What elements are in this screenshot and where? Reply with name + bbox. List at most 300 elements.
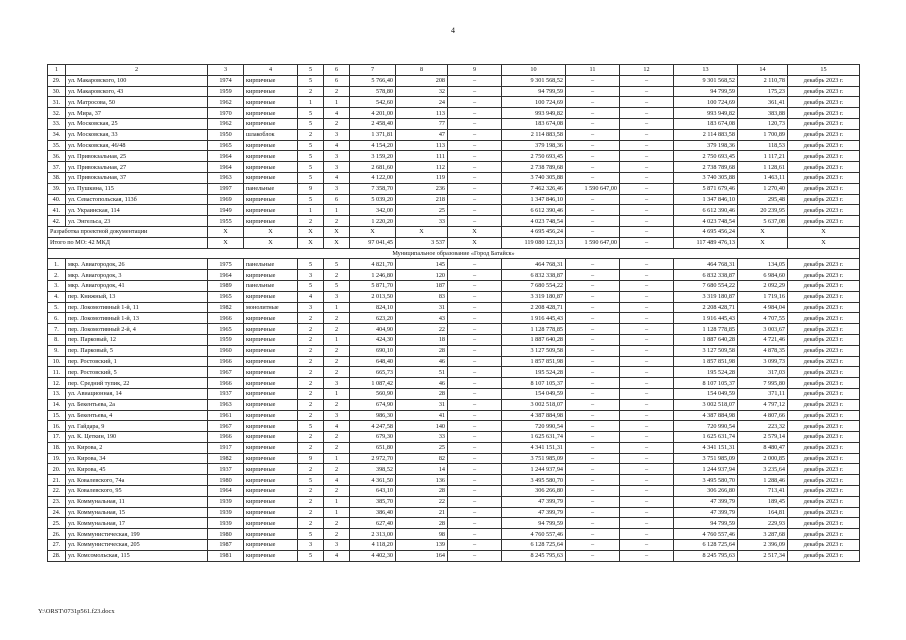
table-cell: 4 023 748,54	[502, 216, 566, 227]
column-number-header: 15	[788, 65, 860, 76]
table-cell: 2	[298, 486, 324, 497]
table-cell: –	[566, 194, 620, 205]
table-cell: 42.	[48, 216, 66, 227]
table-cell: 1 719,16	[738, 291, 788, 302]
table-row	[48, 194, 860, 205]
table-cell: –	[566, 367, 620, 378]
table-cell: 578,80	[350, 86, 396, 97]
table-cell: ул. Привокзальная, 37	[66, 172, 208, 183]
table-cell: –	[620, 118, 674, 129]
table-row	[48, 183, 860, 194]
table-cell: 3	[324, 378, 350, 389]
table-cell: –	[566, 486, 620, 497]
table-cell: декабрь 2023 г.	[788, 291, 860, 302]
table-cell: декабрь 2023 г.	[788, 529, 860, 540]
table-cell: 3 159,20	[350, 151, 396, 162]
table-cell: кирпичные	[244, 518, 298, 529]
table-cell: –	[448, 507, 502, 518]
table-cell: 542,60	[350, 97, 396, 108]
table-cell: –	[448, 216, 502, 227]
table-cell: панельные	[244, 280, 298, 291]
table-cell: 4 387 884,98	[674, 410, 738, 421]
table-cell: 38.	[48, 172, 66, 183]
table-cell: 2	[324, 399, 350, 410]
table-cell: 3 751 985,09	[674, 453, 738, 464]
table-cell: 9 301 568,52	[502, 75, 566, 86]
table-cell: 1980	[208, 475, 244, 486]
table-cell: декабрь 2023 г.	[788, 356, 860, 367]
table-cell: –	[620, 216, 674, 227]
table-cell: декабрь 2023 г.	[788, 270, 860, 281]
table-cell: 5	[324, 280, 350, 291]
table-cell: 120	[396, 270, 448, 281]
table-cell: –	[620, 172, 674, 183]
table-cell: 1964	[208, 486, 244, 497]
table-cell: 5	[298, 108, 324, 119]
table-cell: декабрь 2023 г.	[788, 302, 860, 313]
table-cell: 7.	[48, 324, 66, 335]
table-cell: 2	[324, 518, 350, 529]
table-cell: 1 700,89	[738, 129, 788, 140]
table-cell: 2	[298, 345, 324, 356]
table-cell: 5 637,08	[738, 216, 788, 227]
table-cell: 94 799,59	[674, 86, 738, 97]
table-cell: 2	[298, 442, 324, 453]
table-cell: 1982	[208, 453, 244, 464]
table-cell: 2 738 789,68	[502, 162, 566, 173]
table-cell: 140	[396, 421, 448, 432]
table-row	[48, 410, 860, 421]
table-cell: –	[448, 367, 502, 378]
table-cell: декабрь 2023 г.	[788, 410, 860, 421]
table-cell: ул. Коммунистическая, 205	[66, 540, 208, 551]
table-cell: ул. Макаровского, 100	[66, 75, 208, 86]
table-cell: 1965	[208, 140, 244, 151]
table-cell: 8 245 795,63	[674, 550, 738, 561]
column-number-header: 13	[674, 65, 738, 76]
table-cell: X	[324, 226, 350, 237]
table-cell: пер. Локомотивный 1-й, 11	[66, 302, 208, 313]
table-cell: ул. Московская, 46/48	[66, 140, 208, 151]
column-number-header: 1	[48, 65, 66, 76]
table-cell: декабрь 2023 г.	[788, 86, 860, 97]
table-cell: 1997	[208, 183, 244, 194]
table-cell: 28	[396, 388, 448, 399]
table-cell: 26.	[48, 529, 66, 540]
table-cell: декабрь 2023 г.	[788, 183, 860, 194]
table-cell: декабрь 2023 г.	[788, 140, 860, 151]
table-cell: –	[620, 280, 674, 291]
table-cell: –	[620, 496, 674, 507]
table-cell: 643,10	[350, 486, 396, 497]
table-cell: 4 387 884,98	[502, 410, 566, 421]
table-cell: 14	[396, 464, 448, 475]
table-cell: кирпичные	[244, 216, 298, 227]
column-number-header: 6	[324, 65, 350, 76]
table-cell: 361,41	[738, 97, 788, 108]
table-cell: декабрь 2023 г.	[788, 453, 860, 464]
table-cell: 47 399,79	[502, 496, 566, 507]
table-cell: 2 750 693,45	[674, 151, 738, 162]
table-cell: пер. Парковый, 5	[66, 345, 208, 356]
table-cell: 8 107 105,37	[502, 378, 566, 389]
table-cell: 111	[396, 151, 448, 162]
table-cell: 35.	[48, 140, 66, 151]
table-cell: 12.	[48, 378, 66, 389]
table-cell: –	[566, 378, 620, 389]
table-cell: 5	[298, 151, 324, 162]
table-cell: декабрь 2023 г.	[788, 367, 860, 378]
table-cell: декабрь 2023 г.	[788, 399, 860, 410]
table-cell: 2	[298, 507, 324, 518]
table-cell: –	[620, 475, 674, 486]
table-cell: 1950	[208, 129, 244, 140]
table-cell: 1949	[208, 205, 244, 216]
column-number-header: 5	[298, 65, 324, 76]
table-cell: 9	[298, 183, 324, 194]
table-cell: 2	[298, 496, 324, 507]
table-cell: 383,88	[738, 108, 788, 119]
table-cell: 3 537	[396, 237, 448, 248]
table-cell: 25	[396, 442, 448, 453]
table-cell: –	[448, 280, 502, 291]
table-cell: декабрь 2023 г.	[788, 486, 860, 497]
table-cell: 3 495 580,70	[502, 475, 566, 486]
table-cell: X	[324, 237, 350, 248]
table-cell: 5	[298, 162, 324, 173]
table-cell: –	[620, 108, 674, 119]
table-cell: декабрь 2023 г.	[788, 324, 860, 335]
table-cell: 2	[298, 464, 324, 475]
table-cell: декабрь 2023 г.	[788, 518, 860, 529]
table-row	[48, 302, 860, 313]
table-cell: ул. Коммунальная, 11	[66, 496, 208, 507]
table-cell: панельные	[244, 183, 298, 194]
table-cell: –	[566, 345, 620, 356]
table-cell: –	[566, 216, 620, 227]
table-row	[48, 486, 860, 497]
table-cell: ул. Мира, 37	[66, 108, 208, 119]
table-cell: 2 208 428,71	[674, 302, 738, 313]
table-cell: 46	[396, 378, 448, 389]
table-cell: 1960	[208, 345, 244, 356]
table-cell: 1967	[208, 367, 244, 378]
table-cell: 7 462 326,46	[502, 183, 566, 194]
table-cell: X	[298, 226, 324, 237]
table-cell: –	[566, 540, 620, 551]
table-cell: декабрь 2023 г.	[788, 378, 860, 389]
table-row	[48, 507, 860, 518]
table-cell: –	[566, 518, 620, 529]
table-cell: ул. Ковалевского, 74а	[66, 475, 208, 486]
table-cell: 2	[324, 313, 350, 324]
table-cell: 674,90	[350, 399, 396, 410]
table-cell: X	[208, 226, 244, 237]
table-cell: ул. Комсомольская, 115	[66, 550, 208, 561]
table-cell: 464 768,31	[674, 259, 738, 270]
table-cell: кирпичные	[244, 410, 298, 421]
table-cell: –	[620, 518, 674, 529]
table-cell: 3	[324, 151, 350, 162]
table-cell: 2	[298, 518, 324, 529]
table-cell: –	[566, 356, 620, 367]
table-cell: –	[566, 442, 620, 453]
table-cell: 1 463,11	[738, 172, 788, 183]
table-cell: кирпичные	[244, 313, 298, 324]
table-cell: 1	[298, 205, 324, 216]
table-cell: 6 984,60	[738, 270, 788, 281]
table-cell: 3 127 509,58	[674, 345, 738, 356]
table-cell: 1963	[208, 399, 244, 410]
table-cell: 5	[298, 421, 324, 432]
table-cell: 1 625 631,74	[502, 432, 566, 443]
table-cell: 4.	[48, 291, 66, 302]
table-cell: –	[620, 205, 674, 216]
table-cell: пер. Локомотивный 2-й, 4	[66, 324, 208, 335]
table-cell: –	[566, 475, 620, 486]
table-cell: 1 128 778,85	[674, 324, 738, 335]
table-cell: кирпичные	[244, 388, 298, 399]
table-row	[48, 259, 860, 270]
table-row	[48, 216, 860, 227]
table-cell: 11.	[48, 367, 66, 378]
table-cell: 24	[396, 97, 448, 108]
table-row	[48, 151, 860, 162]
table-cell: 4 695 456,24	[502, 226, 566, 237]
table-cell: –	[448, 486, 502, 497]
table-cell: ул. Привокзальная, 27	[66, 162, 208, 173]
table-cell: 39.	[48, 183, 66, 194]
table-cell: 6	[324, 75, 350, 86]
table-row	[48, 280, 860, 291]
table-cell: пер. Книжный, 13	[66, 291, 208, 302]
table-cell: 20 239,95	[738, 205, 788, 216]
table-cell: кирпичные	[244, 464, 298, 475]
table-cell: X	[788, 237, 860, 248]
table-cell: 154 049,59	[502, 388, 566, 399]
table-cell: ул. Московская, 33	[66, 129, 208, 140]
table-cell: 648,40	[350, 356, 396, 367]
table-cell: 1	[324, 334, 350, 345]
table-cell: 113	[396, 108, 448, 119]
table-cell: 3	[324, 540, 350, 551]
column-number-header: 7	[350, 65, 396, 76]
table-cell: кирпичные	[244, 334, 298, 345]
table-cell: пер. Средний тупик, 22	[66, 378, 208, 389]
table-cell: декабрь 2023 г.	[788, 345, 860, 356]
table-cell: 1 857 851,98	[674, 356, 738, 367]
table-cell: 3	[324, 129, 350, 140]
table-cell: кирпичные	[244, 507, 298, 518]
table-cell: –	[448, 399, 502, 410]
table-cell: 94 799,59	[674, 518, 738, 529]
table-cell: 187	[396, 280, 448, 291]
table-cell: 4 341 151,31	[502, 442, 566, 453]
table-cell: 27.	[48, 540, 66, 551]
table-cell: –	[620, 345, 674, 356]
table-cell: 1981	[208, 550, 244, 561]
table-row	[48, 453, 860, 464]
table-cell: –	[620, 151, 674, 162]
table-cell: 118,53	[738, 140, 788, 151]
table-cell: 1.	[48, 259, 66, 270]
table-cell: 164	[396, 550, 448, 561]
table-cell: 1	[324, 507, 350, 518]
table-cell: 1970	[208, 108, 244, 119]
table-cell: –	[448, 442, 502, 453]
table-cell: 183 674,08	[502, 118, 566, 129]
table-cell: 4 201,00	[350, 108, 396, 119]
table-row	[48, 475, 860, 486]
table-cell: 1966	[208, 356, 244, 367]
table-cell: X	[788, 226, 860, 237]
table-cell: 371,11	[738, 388, 788, 399]
table-cell: 4	[324, 421, 350, 432]
repair-schedule-table	[47, 64, 860, 562]
table-cell: 36.	[48, 151, 66, 162]
table-cell: ул. Коммунальная, 15	[66, 507, 208, 518]
table-cell: 1 270,40	[738, 183, 788, 194]
table-cell: –	[566, 259, 620, 270]
table-cell: 1 128 778,85	[502, 324, 566, 335]
table-cell: ул. Кирова, 2	[66, 442, 208, 453]
table-cell: 41.	[48, 205, 66, 216]
table-cell: декабрь 2023 г.	[788, 540, 860, 551]
table-cell: 97 041,45	[350, 237, 396, 248]
table-cell: 83	[396, 291, 448, 302]
table-cell: 33	[396, 432, 448, 443]
table-cell: 40.	[48, 194, 66, 205]
table-row	[48, 97, 860, 108]
table-cell: 2	[298, 324, 324, 335]
table-cell: ул. Коммунистическая, 199	[66, 529, 208, 540]
table-cell: –	[566, 291, 620, 302]
table-row	[48, 378, 860, 389]
table-cell: 1	[324, 453, 350, 464]
table-cell: пер. Ростовский, 1	[66, 356, 208, 367]
table-cell: 1 887 640,28	[674, 334, 738, 345]
table-cell: 7 358,70	[350, 183, 396, 194]
table-cell: 1966	[208, 313, 244, 324]
table-cell: 1 916 445,43	[674, 313, 738, 324]
table-cell: 4 707,55	[738, 313, 788, 324]
table-cell: X	[208, 237, 244, 248]
table-cell: декабрь 2023 г.	[788, 172, 860, 183]
table-cell: декабрь 2023 г.	[788, 75, 860, 86]
table-cell: 2	[324, 216, 350, 227]
table-cell: 1987	[208, 540, 244, 551]
table-cell: 154 049,59	[674, 388, 738, 399]
table-cell: –	[620, 529, 674, 540]
table-cell: 5	[298, 172, 324, 183]
table-cell: 379 198,36	[502, 140, 566, 151]
table-cell: 1 857 851,98	[502, 356, 566, 367]
table-cell: кирпичные	[244, 108, 298, 119]
table-cell: 3 003,67	[738, 324, 788, 335]
table-cell: кирпичные	[244, 475, 298, 486]
table-cell: 4 023 748,54	[674, 216, 738, 227]
total-row	[48, 237, 860, 248]
table-cell: 5 871 679,46	[674, 183, 738, 194]
row-label: Разработка проектной документации	[48, 226, 208, 237]
table-row	[48, 432, 860, 443]
table-cell: 4	[298, 291, 324, 302]
table-cell: –	[566, 280, 620, 291]
table-cell: –	[620, 367, 674, 378]
table-cell: 4 760 557,46	[674, 529, 738, 540]
table-cell: X	[738, 226, 788, 237]
table-cell: 14.	[48, 399, 66, 410]
table-cell: 6 128 725,64	[674, 540, 738, 551]
table-cell: 1982	[208, 302, 244, 313]
table-cell: 2 313,00	[350, 529, 396, 540]
table-cell: –	[448, 140, 502, 151]
table-cell: 100 724,69	[502, 97, 566, 108]
table-cell: 2	[298, 356, 324, 367]
table-cell: 4 247,58	[350, 421, 396, 432]
table-cell: 3 099,73	[738, 356, 788, 367]
table-cell: 1959	[208, 334, 244, 345]
table-row	[48, 86, 860, 97]
table-cell: 5	[298, 140, 324, 151]
table-cell: пер. Локомотивный 1-й, 13	[66, 313, 208, 324]
table-cell: 18.	[48, 442, 66, 453]
table-cell: 4	[324, 550, 350, 561]
table-cell: шлакоблок	[244, 129, 298, 140]
table-cell: 33	[396, 216, 448, 227]
table-cell: –	[448, 410, 502, 421]
table-cell: декабрь 2023 г.	[788, 259, 860, 270]
table-cell: –	[566, 399, 620, 410]
table-cell: 317,03	[738, 367, 788, 378]
table-cell: 1 347 846,10	[674, 194, 738, 205]
table-row	[48, 118, 860, 129]
table-cell: ул. К. Цеткин, 190	[66, 432, 208, 443]
table-cell: 2	[324, 324, 350, 335]
table-cell: 1	[324, 302, 350, 313]
table-cell: 824,10	[350, 302, 396, 313]
table-cell: 5.	[48, 302, 66, 313]
table-row	[48, 529, 860, 540]
table-cell: 2 517,34	[738, 550, 788, 561]
table-cell: X	[396, 226, 448, 237]
table-cell: 1989	[208, 280, 244, 291]
table-cell: –	[620, 140, 674, 151]
table-cell: 3 319 180,87	[502, 291, 566, 302]
table-cell: 183 674,08	[674, 118, 738, 129]
table-cell: кирпичные	[244, 97, 298, 108]
table-cell: –	[448, 259, 502, 270]
table-row	[48, 399, 860, 410]
table-cell: 1975	[208, 259, 244, 270]
table-cell: 2	[298, 410, 324, 421]
table-cell: 720 990,54	[674, 421, 738, 432]
table-cell: 713,41	[738, 486, 788, 497]
table-cell: 8 480,47	[738, 442, 788, 453]
header-row	[48, 65, 860, 76]
table-cell: 2	[324, 367, 350, 378]
table-cell: –	[620, 378, 674, 389]
table-cell: –	[566, 226, 620, 237]
table-cell: ул. Авиационная, 14	[66, 388, 208, 399]
table-cell: декабрь 2023 г.	[788, 194, 860, 205]
table-cell: кирпичные	[244, 270, 298, 281]
table-cell: –	[448, 313, 502, 324]
table-cell: 404,90	[350, 324, 396, 335]
table-cell: 21	[396, 507, 448, 518]
table-cell: –	[566, 75, 620, 86]
table-cell: –	[620, 226, 674, 237]
